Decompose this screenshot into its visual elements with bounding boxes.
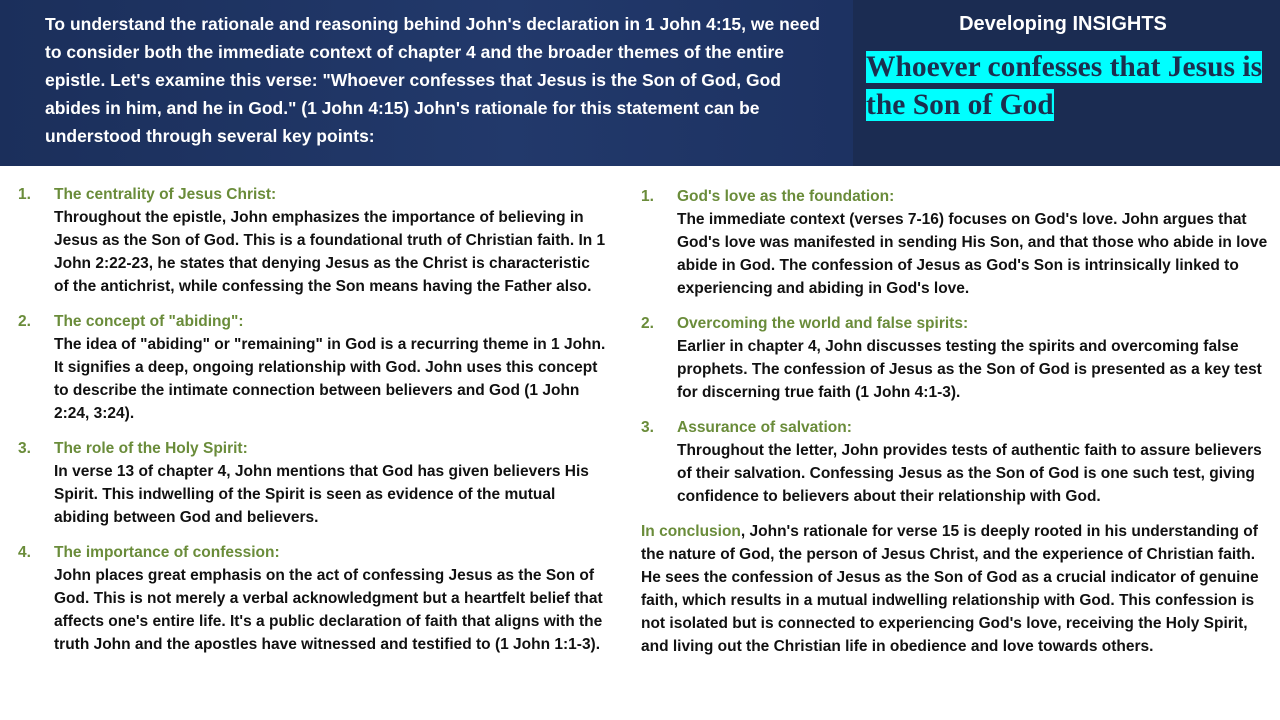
conclusion-lead: In conclusion [641,523,741,540]
verse-highlight [866,48,1276,124]
item-title: The role of the Holy Spirit: [54,440,248,457]
list-item [641,416,1271,508]
item-body: Throughout the letter, John provides tests of authentic faith to assure believers of their salvation. Confessing Jesus as the Son of God is one such test, giving confidence to believers about their relationship with God. [677,442,1262,505]
item-number: 3. [641,419,654,436]
item-number: 2. [18,313,31,330]
item-number: 4. [18,544,31,561]
item-title: The importance of confession: [54,544,280,561]
intro-paragraph: To understand the rationale and reasoning behind John's declaration in 1 John 4:15, we need to consider both the immediate context of chapter 4 and the broader themes of the entire epistle. Let's examine this verse: "Whoever confesses that Jesus is the Son of God, God abides in him, and he in God." (1 John 4:15) John's rationale for this statement can be understood through several key points: [45,14,820,146]
item-number: 3. [18,440,31,457]
right-column [641,185,1271,658]
item-body: John places great emphasis on the act of confessing Jesus as the Son of God. This is not merely a verbal acknowledgment but a heartfelt belief that affects one's entire life. It's a public declaration of faith that aligns with the truth John and the apostles have witnessed and testified to (1 John 1:1-3). [54,567,603,653]
item-body: Earlier in chapter 4, John discusses testing the spirits and overcoming false prophets. The confession of Jesus as the Son of God is presented as a key test for discerning true faith (1 John 4:1-3). [677,338,1262,401]
item-title: The concept of "abiding": [54,313,244,330]
list-item [18,541,608,656]
item-title: The centrality of Jesus Christ: [54,186,277,203]
conclusion-paragraph [641,520,1271,658]
list-item [18,437,608,529]
item-body: Throughout the epistle, John emphasizes the importance of believing in Jesus as the Son of God. This is a foundational truth of Christian faith. In 1 John 2:22-23, he states that denying Jesus as the Christ is characteristic of the antichrist, while confessing the Son means having the Father also. [54,209,606,295]
item-title: Overcoming the world and false spirits: [677,315,969,332]
list-item [641,312,1271,404]
conclusion-text: , John's rationale for verse 15 is deeply rooted in his understanding of the nature of God, the person of Jesus Christ, and the experience of Christian faith. He sees the confession of Jesus as the Son of God as a crucial indicator of genuine faith, which results in a mutual indwelling relationship with God. This confession is not isolated but is connected to experiencing God's love, receiving the Holy Spirit, and living out the Christian life in obedience and love towards others. [641,523,1259,655]
item-number: 2. [641,315,654,332]
item-title: God's love as the foundation: [677,188,895,205]
item-title: Assurance of salvation: [677,419,852,436]
verse-highlight-text: Whoever confesses that Jesus is the Son of God [866,51,1263,121]
item-body: The idea of "abiding" or "remaining" in God is a recurring theme in 1 John. It signifies a deep, ongoing relationship with God. John uses this concept to describe the intimate connection between believers and God (1 John 2:24, 3:24). [54,336,606,422]
item-number: 1. [641,188,654,205]
item-body: The immediate context (verses 7-16) focuses on God's love. John argues that God's love was manifested in sending His Son, and that those who abide in love abide in God. The confession of Jesus as God's Son is intrinsically linked to experiencing and abiding in God's love. [677,211,1268,297]
item-body: In verse 13 of chapter 4, John mentions that God has given believers His Spirit. This indwelling of the Spirit is seen as evidence of the mutual abiding between God and believers. [54,463,589,526]
list-item [18,310,608,425]
item-number: 1. [18,186,31,203]
list-item [18,183,608,298]
brand-title: Developing INSIGHTS [959,13,1167,35]
list-item [641,185,1271,300]
left-column [18,183,608,668]
